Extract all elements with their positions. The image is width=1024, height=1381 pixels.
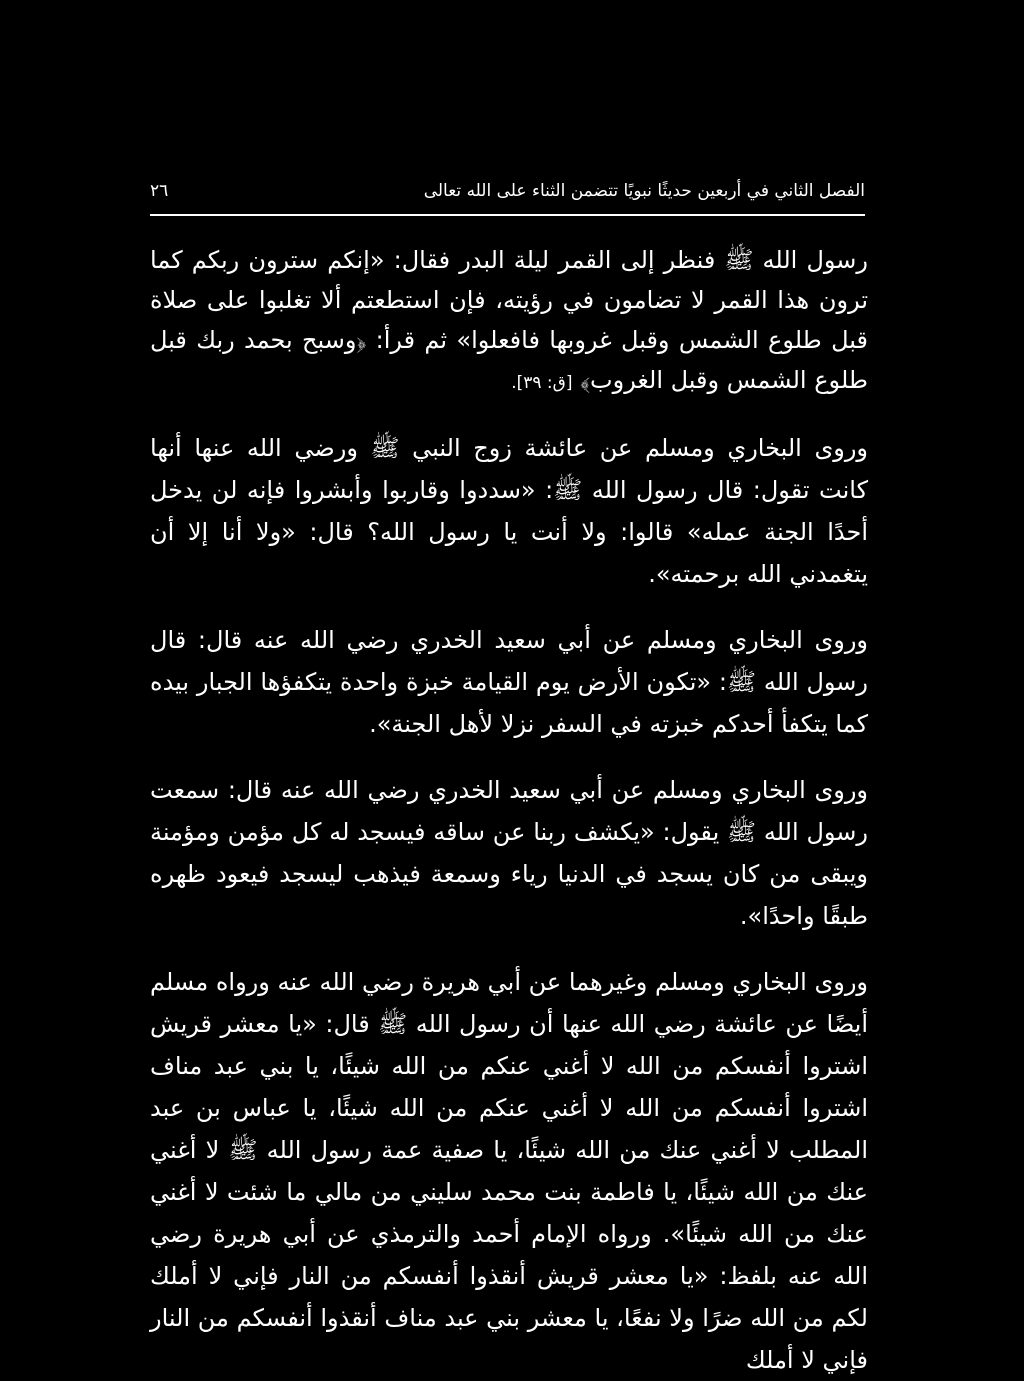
page-number: ٢٦ xyxy=(150,181,169,201)
paragraph xyxy=(150,961,868,1381)
page-header xyxy=(150,176,865,206)
paragraph-text: وروى البخاري ومسلم عن أبي سعيد الخدري رضي الله عنه قال: قال رسول الله ﷺ: «تكون الأرض يوم القيامة خبزة واحدة يتكفؤها الجبار بيده كما يتكفأ أحدكم خبزته في السفر نزلا لأهل الجنة». xyxy=(150,626,868,738)
paragraph-text: رسول الله ﷺ فنظر إلى القمر ليلة البدر فقال: «إنكم سترون ربكم كما ترون هذا القمر لا تضامون في رؤيته، فإن استطعتم ألا تغلبوا على صلاة قبل طلوع الشمس وقبل غروبها فافعلوا» ثم قرأ: ﴿وسبح بحمد ربك قبل طلوع الشمس وقبل الغروب﴾ xyxy=(150,246,868,394)
running-title: الفصل الثاني في أربعين حديثًا نبويًا تتضمن الثناء على الله تعالى xyxy=(423,181,865,201)
paragraph-text: وروى البخاري ومسلم عن عائشة زوج النبي ﷺ ورضي الله عنها أنها كانت تقول: قال رسول الله ﷺ: «سددوا وقاربوا وأبشروا فإنه لن يدخل أحدًا الجنة عمله» قالوا: ولا أنت يا رسول الله؟ قال: «ولا أنا إلا أن يتغمدني الله برحمته». xyxy=(150,434,868,588)
verse-reference: [ق: ٣٩]. xyxy=(511,373,573,393)
paragraph xyxy=(150,619,868,745)
paragraph-text: وروى البخاري ومسلم وغيرهما عن أبي هريرة رضي الله عنه ورواه مسلم أيضًا عن عائشة رضي الله عنها أن رسول الله ﷺ قال: «يا معشر قريش اشتروا أنفسكم من الله لا أغني عنكم من الله شيئًا، يا بني عبد مناف اشتروا أنفسكم من الله لا أغني عنكم من الله شيئًا، يا عباس بن عبد المطلب لا أغني عنك من الله شيئًا، يا صفية عمة رسول الله ﷺ لا أغني عنك من الله شيئًا، يا فاطمة بنت محمد سليني من مالي ما شئت لا أغني عنك من الله شيئًا». ورواه الإمام أحمد والترمذي عن أبي هريرة رضي الله عنه بلفظ: «يا معشر قريش أنقذوا أنفسكم من النار فإني لا أملك لكم من الله ضرًا ولا نفعًا، يا معشر بني عبد مناف أنقذوا أنفسكم من النار فإني لا أملك xyxy=(150,968,868,1374)
paragraph xyxy=(150,240,868,403)
paragraph xyxy=(150,769,868,937)
paragraph-text: وروى البخاري ومسلم عن أبي سعيد الخدري رضي الله عنه قال: سمعت رسول الله ﷺ يقول: «يكشف ربنا عن ساقه فيسجد له كل مؤمن ومؤمنة ويبقى من كان يسجد في الدنيا رياء وسمعة فيذهب ليسجد فيعود ظهره طبقًا واحدًا». xyxy=(150,776,868,930)
header-divider xyxy=(150,214,865,216)
body-text xyxy=(150,240,868,1381)
paragraph xyxy=(150,427,868,595)
